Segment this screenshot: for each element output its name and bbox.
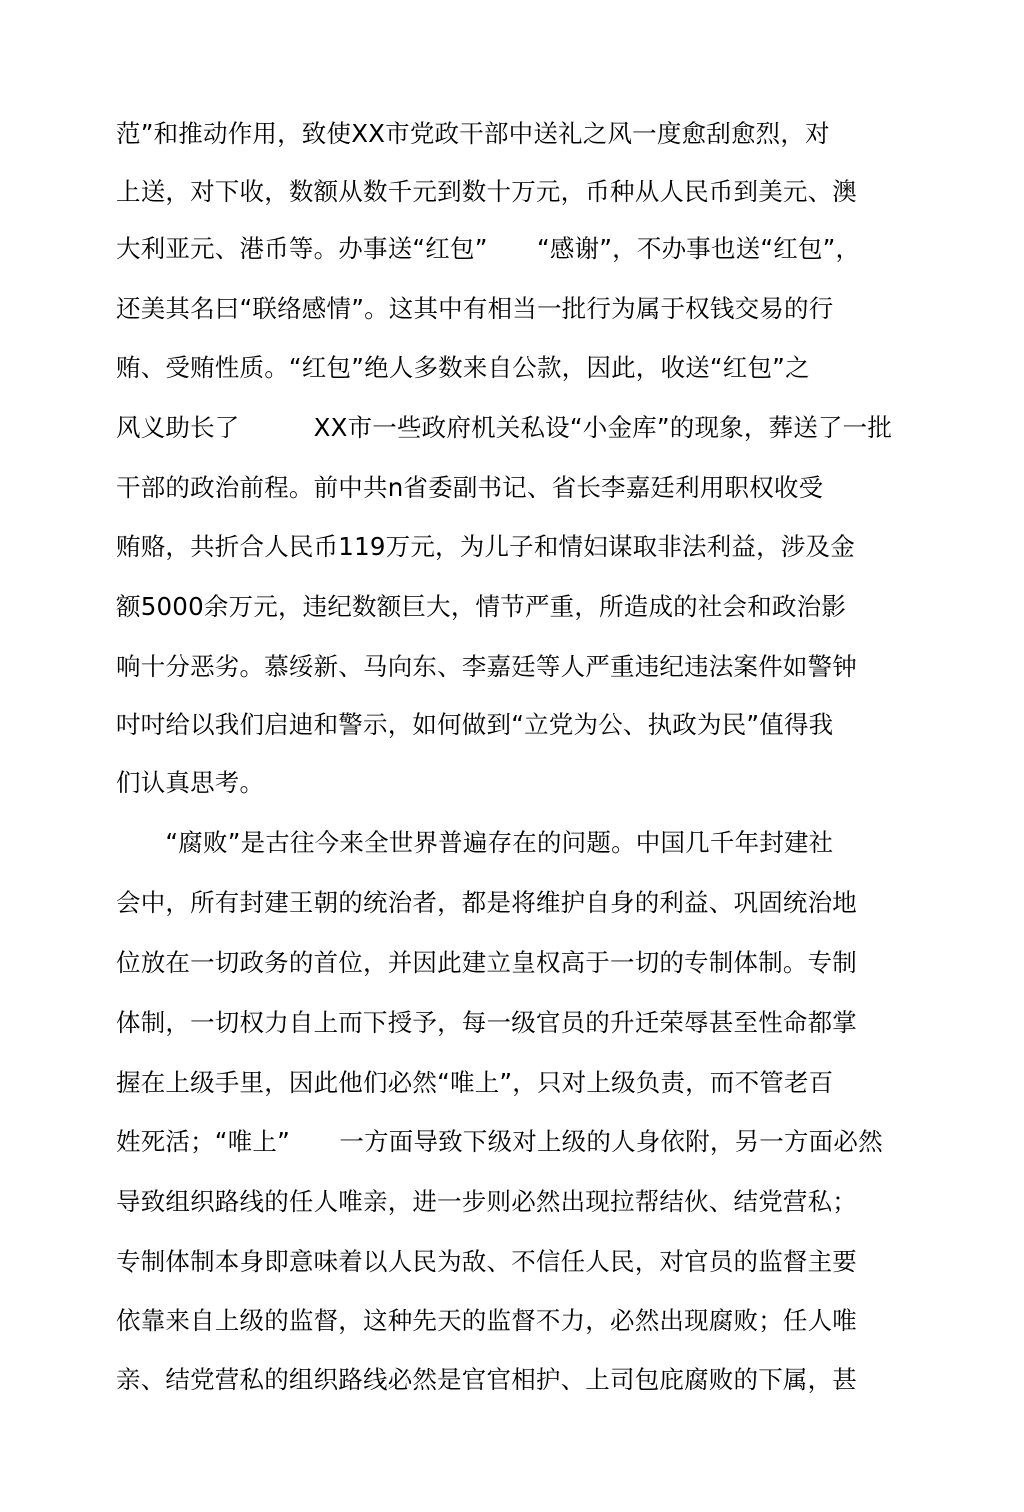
text-line: 贿、受贿性质。“红包”绝人多数来自公款，因此，收送“红包”之 (116, 353, 810, 382)
text-line: 风义助长了 XX市一些政府机关私设“小金库”的现象，葬送了一批 (116, 413, 893, 442)
text-line: 吋吋给以我们启迪和警示，如何做到“立党为公、执政为民”值得我 (116, 710, 834, 739)
text-line: 体制，一切权力自上而下授予，每一级官员的升迁荣辱甚至性命都掌 (116, 1008, 857, 1037)
text-line: 们认真思考。 (116, 768, 265, 797)
text-line: 依靠来自上级的监督，这种先天的监督不力，必然出现腐败；任人唯 (116, 1306, 857, 1335)
text-line: 大利亚元、港币等。办事送“红包” “感谢”，不办事也送“红包”， (116, 234, 861, 263)
text-line: 贿赂，共折合人民币119万元，为儿子和情妇谋取非法利益，涉及金 (116, 532, 855, 561)
text-line: “腐败”是古往今来全世界普遍存在的问题。中国几千年封建社 (116, 828, 834, 857)
text-line: 亲、结党营私的组织路线必然是官官相护、上司包庇腐败的下属，甚 (116, 1365, 857, 1394)
text-line: 响十分恶劣。慕绥新、马向东、李嘉廷等人严重违纪违法案件如警钟 (116, 652, 857, 681)
text-line: 干部的政治前程。前中共n省委副书记、省长李嘉廷利用职权收受 (116, 473, 824, 502)
text-line: 上送，对下收，数额从数千元到数十万元，币种从人民币到美元、澳 (116, 177, 857, 206)
text-line: 导致组织路线的任人唯亲，进一步则必然出现拉帮结伙、结党营私； (116, 1187, 857, 1216)
text-line: 范”和推动作用，致使XX市党政干部中送礼之风一度愈刮愈烈，对 (116, 119, 830, 148)
text-line: 位放在一切政务的首位，并因此建立皇权高于一切的专制体制。专制 (116, 948, 857, 977)
text-line: 额5000余万元，违纪数额巨大，情节严重，所造成的社会和政治影 (116, 592, 847, 621)
text-line: 姓死活；“唯上” 一方面导致下级对上级的人身依附，另一方面必然 (116, 1127, 883, 1156)
text-line: 专制体制本身即意味着以人民为敌、不信任人民，对官员的监督主要 (116, 1247, 857, 1276)
text-line: 握在上级手里，因此他们必然“唯上”，只对上级负责，而不管老百 (116, 1068, 834, 1097)
text-line: 还美其名曰“联络感情”。这其中有相当一批行为属于权钱交易的行 (116, 294, 834, 323)
text-line: 会中，所有封建王朝的统治者，都是将维护自身的利益、巩固统治地 (116, 888, 857, 917)
